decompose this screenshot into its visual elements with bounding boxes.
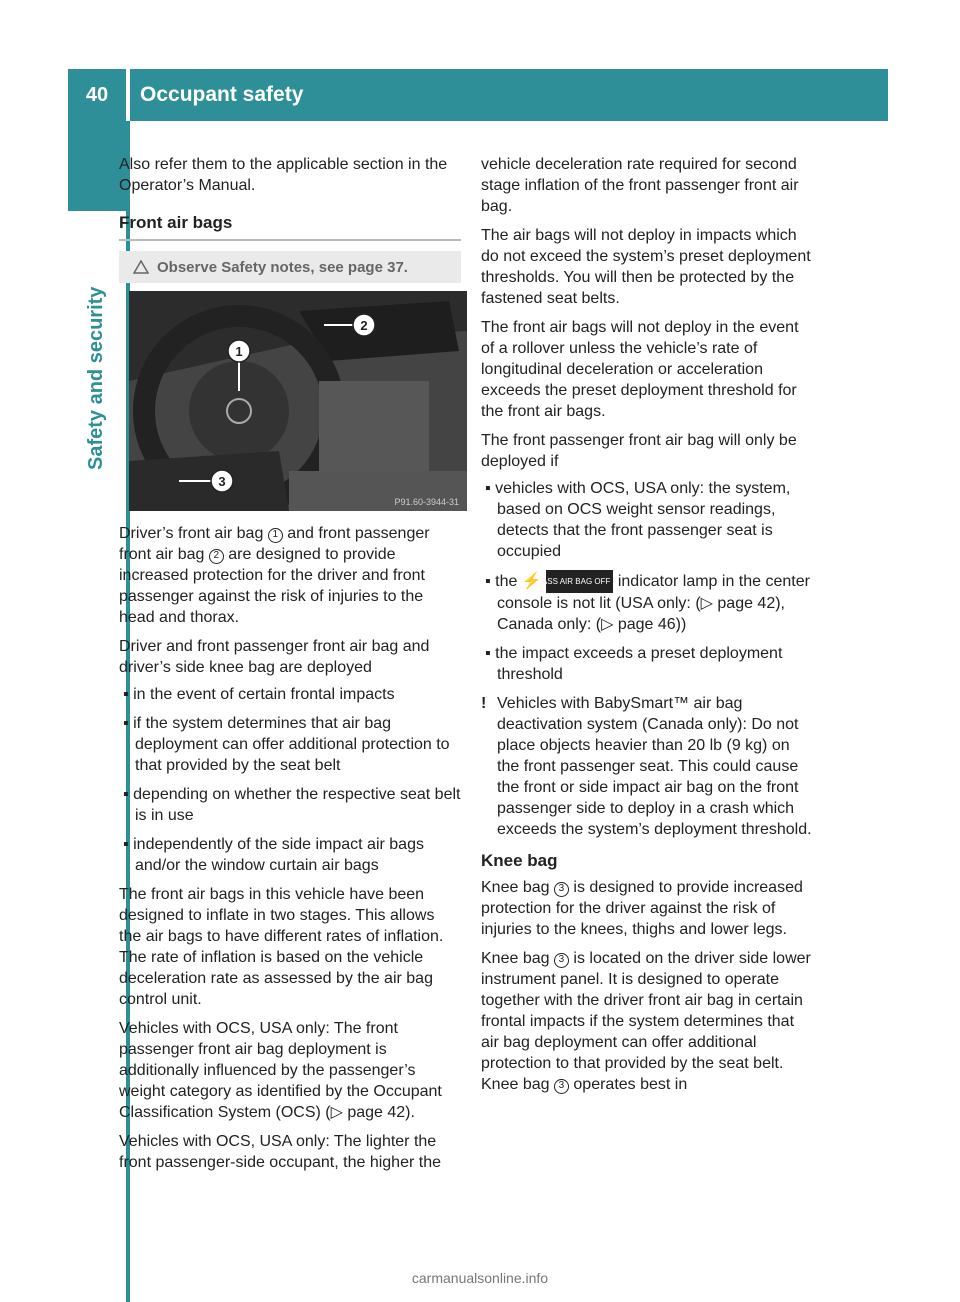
- list-item: ▪ the impact exceeds a preset deployment threshold: [485, 645, 783, 683]
- page-title: Occupant safety: [140, 83, 304, 106]
- warning-box: [119, 251, 461, 283]
- badge-3: 3: [554, 953, 569, 968]
- right-column: [481, 154, 814, 1103]
- list-item: ▪ the ⚡ PASS AIR BAG OFF indicator lamp in the center console is not lit (USA only: (▷ page 42), Canada only: (▷ page 46)): [481, 570, 814, 635]
- deploy-condition-intro: The front passenger front air bag will only be deployed if: [481, 432, 797, 470]
- side-tab: [68, 121, 126, 211]
- threshold-paragraph: The air bags will not deploy in impacts which do not exceed the system’s preset deployment thresholds. You will then be protected by the fastened seat belts.: [481, 227, 811, 307]
- intro-text: Also refer them to the applicable section in the Operator’s Manual.: [119, 156, 448, 194]
- seat-icon: ⚡: [521, 573, 542, 590]
- left-column: [119, 154, 461, 1181]
- deploy-intro: Driver and front passenger front air bag and driver’s side knee bag are deployed: [119, 638, 430, 676]
- list-item: ▪ in the event of certain frontal impacts: [123, 686, 395, 703]
- heading-rule: [119, 239, 461, 241]
- badge-3: 3: [554, 1079, 569, 1094]
- list-item: ▪ vehicles with OCS, USA only: the system, based on OCS weight sensor readings, detects that the front passenger seat is occupied: [485, 480, 791, 560]
- rollover-paragraph: The front air bags will not deploy in the event of a rollover unless the vehicle’s rate of longitudinal deceleration or acceleration exceeds the preset deployment threshold for the front air bags.: [481, 319, 799, 420]
- two-stage-paragraph: The front air bags in this vehicle have been designed to inflate in two stages. This allows the air bags to have different rates of inflation. The rate of inflation is based on the vehicle deceleration rate as assessed by the air bag control unit.: [119, 886, 444, 1008]
- warning-icon: [133, 260, 149, 274]
- knee-bag-paragraph-2: Knee bag 3 is located on the driver side lower instrument panel. It is designed to operate together with the driver front air bag in certain frontal impacts if the system determines that air bag deployment can offer additional protection to that provided by the seat belt. Knee bag 3 operates best in: [481, 950, 811, 1093]
- lighter-occupant-paragraph: Vehicles with OCS, USA only: The lighter the front passenger-side occupant, the higher the: [119, 1133, 441, 1171]
- babysmart-note: ! Vehicles with BabySmart™ air bag deactivation system (Canada only): Do not place objects heavier than 20 lb (9 kg) on the front passenger seat. This could cause the front or side impact air bag on the front passenger side to deploy in a crash which exceeds the system’s deployment threshold.: [481, 695, 812, 838]
- figure-callout-1: 1: [235, 344, 243, 359]
- front-airbags-heading: Front air bags: [119, 213, 233, 232]
- badge-2: 2: [209, 549, 224, 564]
- note-icon: !: [481, 695, 487, 712]
- footer-watermark: carmanualsonline.info: [411, 1270, 549, 1286]
- page-number: 40: [68, 69, 126, 121]
- header-divider: [126, 69, 130, 121]
- list-item: ▪ depending on whether the respective seat belt is in use: [123, 786, 461, 824]
- figure-code: P91.60-3944-31: [394, 497, 459, 507]
- list-item: ▪ if the system determines that air bag deployment can offer additional protection to that provided by the seat belt: [123, 715, 450, 774]
- dashboard-illustration: [129, 291, 467, 511]
- ocs-paragraph: Vehicles with OCS, USA only: The front passenger front air bag deployment is additionally influenced by the passenger’s weight category as identified by the Occupant Classification System (OCS) (▷ page 42).: [119, 1020, 442, 1121]
- warning-text: Observe Safety notes, see page 37.: [157, 258, 408, 276]
- figure-callout-2: 2: [360, 318, 368, 333]
- continuation-paragraph: vehicle deceleration rate required for second stage inflation of the front passenger front air bag.: [481, 156, 799, 215]
- front-airbag-paragraph: Driver’s front air bag 1 and front passenger front air bag 2 are designed to provide increased protection for the driver and front passenger against the risk of injuries to the head and thorax.: [119, 525, 430, 626]
- pass-airbag-off-lamp: PASS AIR BAG OFF: [546, 570, 613, 593]
- knee-bag-heading: Knee bag: [481, 851, 558, 870]
- figure-callout-3: 3: [218, 474, 226, 489]
- badge-1: 1: [268, 528, 283, 543]
- badge-3: 3: [554, 882, 569, 897]
- airbag-figure: [129, 291, 467, 511]
- list-item: ▪ independently of the side impact air bags and/or the window curtain air bags: [123, 836, 424, 874]
- knee-bag-paragraph-1: Knee bag 3 is designed to provide increased protection for the driver against the risk of injuries to the knees, thighs and lower legs.: [481, 879, 803, 938]
- section-title: Safety and security: [85, 286, 107, 470]
